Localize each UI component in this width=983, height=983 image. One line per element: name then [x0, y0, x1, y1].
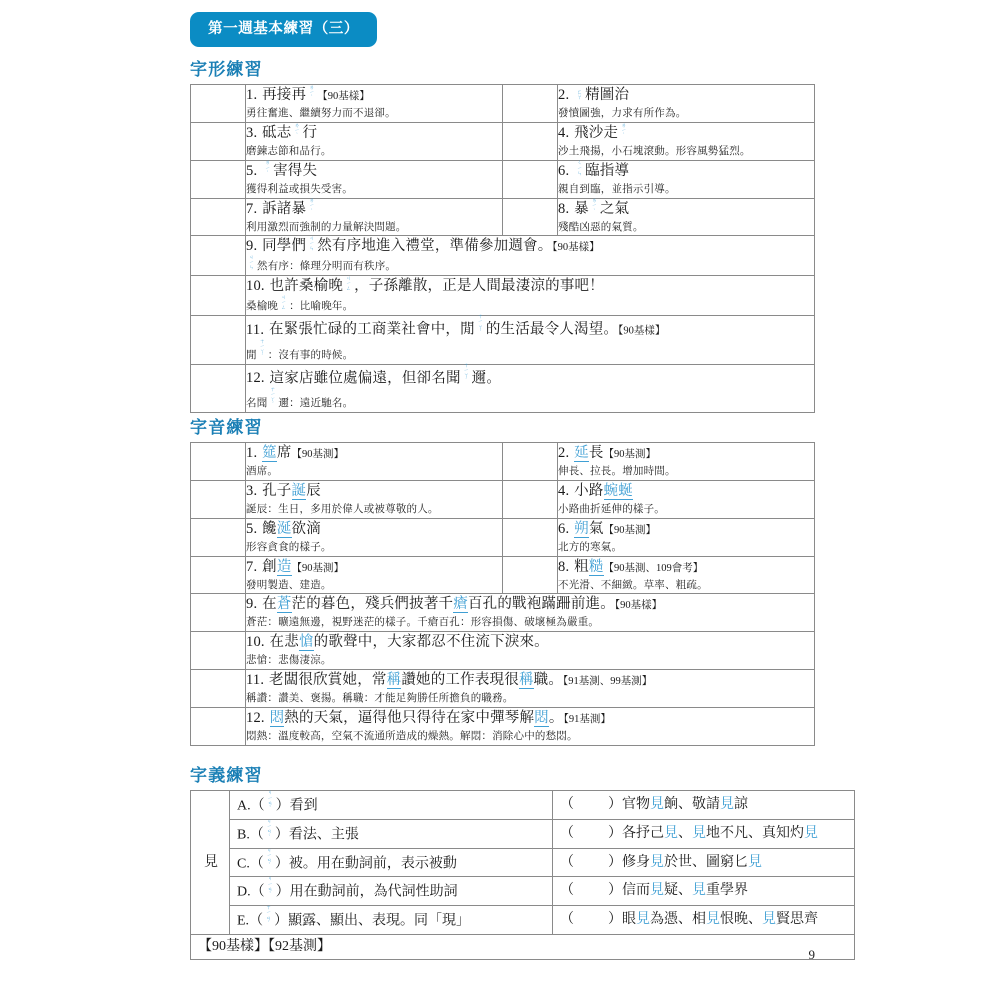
zhuyin-annotation: ㄒ ㄧ ㄚ ˊ — [477, 314, 483, 336]
question-line: 3. 孔子誕辰 — [246, 483, 321, 500]
answer-blank[interactable]: （ ） — [560, 911, 622, 927]
exam-note: 【90基樣】【92基測】 — [191, 934, 855, 959]
answer-box[interactable] — [191, 364, 246, 413]
question-cell — [246, 236, 815, 276]
answer-box[interactable] — [191, 481, 246, 519]
question-line: 12. 悶熱的天氣，逼得他只得待在家中彈琴解悶。【91基測】 — [246, 709, 611, 726]
highlight-char: 造 — [276, 558, 292, 575]
answer-blank[interactable]: （ ） — [560, 825, 622, 841]
question-line: 10. 也許桑榆晚 ㄐ ㄧ ㄥ ，子孫離散，正是人間最淒涼的事吧！ — [246, 275, 604, 295]
highlight-char: 筵 — [262, 445, 277, 462]
page-number: 9 — [808, 947, 815, 962]
option-label: C. — [237, 856, 250, 872]
table-row — [191, 443, 815, 481]
zhuyin-annotation: ㄐ ㄧ ㄥ — [281, 295, 287, 312]
answer-box[interactable] — [191, 707, 246, 745]
question-cell — [246, 123, 503, 161]
question-line: 6. ㄑ ㄧ ㄣ 臨指導 — [558, 160, 630, 179]
question-line: 7. 訴諸暴 ㄌ ㄧ ˋ — [246, 198, 315, 217]
example-cell: （ ）修身見於世、圖窮匕見 — [553, 848, 855, 877]
table-row — [191, 934, 855, 959]
answer-box[interactable] — [191, 160, 246, 198]
question-line: 10. 在悲愴的歌聲中，大家都忍不住流下淚來。 — [246, 634, 549, 651]
section-title-ziyin: 字音練習 — [190, 418, 263, 437]
question-line: 9. 在蒼茫的暮色，殘兵們披著千瘡百孔的戰袍蹣跚前進。【90基樣】 — [246, 596, 663, 613]
answer-box[interactable] — [503, 556, 558, 594]
table-row — [191, 877, 855, 906]
question-cell — [246, 594, 815, 632]
zhuyin-annotation: ㄐ ㄧ ㄢ ˋ — [267, 876, 273, 899]
definition-line: 形容貪食的樣子。 — [246, 541, 332, 553]
exam-tag: 【90基樣】 — [618, 325, 666, 337]
definition-line: 小路曲折延伸的樣子。 — [558, 504, 665, 516]
highlight-char: 稱 — [518, 671, 534, 688]
definition-line: 名聞 ㄒ ㄧ ㄚ ˊ 邇：遠近馳名。 — [246, 387, 354, 410]
definition-line: 閒 ㄒ ㄧ ㄚ ˊ ：沒有事的時候。 — [246, 338, 354, 362]
example-cell: （ ）眼見為憑、相見恨晚、見賢思齊 — [553, 906, 855, 935]
zixing-table — [190, 84, 815, 413]
highlight-char: 蜿蜒 — [603, 483, 633, 500]
zhuyin-annotation: ㄐ ㄧ ㄢ ˋ — [266, 847, 272, 870]
table-row — [191, 160, 815, 198]
table-row — [191, 820, 855, 849]
highlight-char: 見 — [664, 825, 678, 841]
zhuyin-annotation: ㄌ ㄧ ˋ — [591, 198, 597, 215]
table-row — [191, 707, 815, 745]
question-line: 4. 飛沙走 ㄌ ㄧ ˋ — [558, 122, 627, 142]
question-cell — [558, 85, 815, 123]
question-line: 1. 再接再 ㄌ ㄧ ˋ 【90基樣】 — [246, 84, 370, 104]
table-row — [191, 594, 815, 632]
zhuyin-annotation: ㄌ ㄧ ˋ — [309, 84, 315, 102]
highlight-char: 稱 — [386, 671, 402, 688]
highlight-char: 見 — [650, 797, 664, 813]
table-row — [191, 236, 815, 276]
table-row — [191, 316, 815, 365]
table-row — [191, 632, 815, 670]
table-row — [191, 198, 815, 236]
highlight-char: 瘡 — [453, 596, 468, 613]
example-cell: （ ）各抒己見、見地不凡、真知灼見 — [553, 820, 855, 849]
example-cell: （ ）信而見疑、見重學界 — [553, 877, 855, 906]
zhuyin-annotation: ㄐ ㄧ ㄢ ˋ — [267, 790, 273, 812]
question-line: 2. ㄈ ㄚ 精圖治 — [558, 87, 630, 104]
answer-blank[interactable]: （ ） — [560, 883, 622, 899]
zhuyin-annotation: ㄐ ㄧ ㄣ — [248, 255, 254, 272]
question-line: 6. 朔氣【90基測】 — [558, 520, 657, 537]
question-line: 11. 在緊張忙碌的工商業社會中，閒 ㄒ ㄧ ㄚ ˊ 的生活最令人渴望。【90基樣】 — [246, 314, 666, 338]
definition-cell: D.（ ㄐ ㄧ ㄢ ˋ ）用在動詞前，為代詞性助詞 — [230, 877, 553, 906]
question-line: 5. 饞涎欲滴 — [246, 520, 321, 537]
question-cell — [558, 556, 815, 594]
zhuyin-annotation: ㄒ ㄧ ㄚ ˊ — [259, 338, 265, 360]
zhuyin-annotation: ㄌ ㄧ ˋ — [265, 160, 271, 177]
ziyin-table — [190, 442, 815, 745]
definition-line: 桑榆晚 ㄐ ㄧ ㄥ ：比喻晚年。 — [246, 295, 354, 313]
meaning-head-char: 見 — [191, 791, 230, 934]
answer-box[interactable] — [191, 198, 246, 236]
highlight-char: 愴 — [298, 634, 314, 651]
highlight-char: 見 — [706, 911, 720, 927]
exam-tag: 【91基測、99基測】 — [563, 675, 653, 687]
highlight-char: 朔 — [574, 520, 589, 537]
zhuyin-annotation: ㄐ ㄧ ㄥ — [345, 275, 352, 293]
section-zixing — [190, 60, 815, 413]
option-label: B. — [237, 827, 250, 843]
question-line: 9. 同學們 ㄐ ㄧ ㄣ 然有序地進入禮堂，準備參加週會。【90基樣】 — [246, 235, 600, 255]
answer-box[interactable] — [191, 85, 246, 123]
answer-box[interactable] — [503, 160, 558, 198]
definition-cell: E.（ ㄒ ㄧ ㄢ ˋ ）顯露、顯出、表現。同「現」 — [230, 906, 553, 935]
answer-box[interactable] — [191, 518, 246, 556]
option-label: A. — [237, 799, 251, 815]
zhuyin-annotation: ㄌ ㄧ ˋ — [621, 122, 627, 140]
ziyi-table — [190, 790, 855, 959]
question-cell — [246, 669, 815, 707]
highlight-char: 延 — [574, 445, 589, 462]
definition-line: 親自到臨，並指示引導。 — [558, 183, 676, 195]
answer-blank[interactable]: （ ） — [560, 854, 622, 870]
exam-tag: 【90基樣】 — [614, 600, 663, 612]
definition-cell: B.（ ㄐ ㄧ ㄢ ˋ ）看法、主張 — [230, 820, 553, 849]
definition-line: 不光滑、不細緻。草率、粗疏。 — [558, 579, 708, 591]
zhuyin-annotation: ㄈ ㄚ — [577, 90, 583, 102]
example-cell: （ ）官物見餉、敬請見諒 — [553, 791, 855, 820]
zhuyin-paren: （ ㄐ ㄧ ㄢ ˋ ） — [249, 819, 289, 843]
section-title-ziyi: 字義練習 — [190, 766, 263, 785]
question-line: 1. 筵席【90基測】 — [246, 445, 345, 462]
answer-box[interactable] — [191, 594, 246, 632]
definition-line: 發明製造、建造。 — [246, 579, 332, 591]
exam-tag: 【90基測】 — [603, 524, 657, 536]
table-row — [191, 85, 815, 123]
highlight-char: 見 — [762, 911, 776, 927]
section-title-zixing: 字形練習 — [190, 60, 263, 79]
highlight-char: 見 — [692, 883, 706, 899]
table-row — [191, 791, 855, 820]
table-row — [191, 848, 855, 877]
option-label: D. — [237, 885, 251, 901]
zhuyin-paren: （ ㄐ ㄧ ㄢ ˋ ） — [250, 790, 290, 815]
definition-line: 蒼茫：曠遠無邊，視野迷茫的樣子。千瘡百孔：形容損傷、破壞極為嚴重。 — [246, 617, 600, 629]
highlight-char: 見 — [650, 883, 664, 899]
answer-box[interactable] — [191, 556, 246, 594]
question-cell — [246, 276, 815, 316]
highlight-char: 見 — [650, 854, 664, 870]
definition-line: 悶熱：溫度較高，空氣不流通所造成的燥熱。解悶：消除心中的愁悶。 — [246, 730, 578, 742]
question-cell — [246, 364, 815, 413]
definition-line: 酒席。 — [246, 466, 279, 478]
question-cell — [246, 632, 815, 670]
definition-cell: C.（ ㄐ ㄧ ㄢ ˋ ）被。用在動詞前，表示被動 — [230, 848, 553, 877]
section-ziyin — [190, 418, 815, 746]
definition-line: 沙土飛揚，小石塊滾動。形容風勢猛烈。 — [558, 146, 751, 158]
zhuyin-annotation: ㄒ ㄧ ㄚ ˊ — [270, 387, 276, 409]
question-line: 11. 老闆很欣賞她，常稱讚她的工作表現很稱職。【91基測、99基測】 — [246, 671, 653, 688]
highlight-char: 見 — [720, 797, 734, 813]
zhuyin-annotation: ㄐ ㄧ ㄣ — [309, 235, 315, 253]
highlight-char: 見 — [748, 854, 762, 870]
question-line: 2. 延長【90基測】 — [558, 445, 657, 462]
question-cell — [558, 160, 815, 198]
answer-box[interactable] — [503, 518, 558, 556]
question-line: 8. 粗糙【90基測、109會考】 — [558, 558, 704, 575]
highlight-char: 見 — [804, 825, 818, 841]
answer-box[interactable] — [191, 316, 246, 365]
table-row — [191, 276, 815, 316]
exam-tag: 【90基測】 — [603, 449, 657, 461]
question-cell — [246, 198, 503, 236]
zhuyin-annotation: ㄑ ㄧ ㄣ — [577, 160, 583, 177]
question-line: 7. 創造【90基測】 — [246, 558, 345, 575]
zhuyin-annotation: ㄒ ㄧ ㄚ ˊ — [463, 362, 469, 385]
definition-line: 殘酷凶惡的氣質。 — [558, 221, 644, 233]
table-row — [191, 123, 815, 161]
answer-box[interactable] — [503, 123, 558, 161]
table-row — [191, 556, 815, 594]
answer-box[interactable] — [503, 443, 558, 481]
highlight-char: 蒼 — [276, 596, 292, 613]
answer-box[interactable] — [191, 443, 246, 481]
question-cell — [558, 123, 815, 161]
answer-box[interactable] — [503, 198, 558, 236]
question-line: 8. 暴 ㄌ ㄧ ˋ 之氣 — [558, 198, 630, 217]
zhuyin-paren: （ ㄐ ㄧ ㄢ ˋ ） — [250, 876, 290, 901]
answer-box[interactable] — [191, 669, 246, 707]
question-cell — [558, 198, 815, 236]
answer-box[interactable] — [191, 276, 246, 316]
definition-line: 利用激烈而強制的力量解決問題。 — [246, 221, 407, 233]
zhuyin-annotation: ㄌ ㄧ ˋ — [294, 122, 300, 140]
definition-cell: A.（ ㄐ ㄧ ㄢ ˋ ）看到 — [230, 791, 553, 820]
definition-line: 勇往奮進、繼續努力而不退卻。 — [246, 108, 396, 120]
answer-box[interactable] — [191, 632, 246, 670]
question-cell — [246, 707, 815, 745]
definition-line: ㄐ ㄧ ㄣ 然有序：條理分明而有秩序。 — [248, 255, 397, 273]
zhuyin-annotation: ㄐ ㄧ ㄢ ˋ — [266, 819, 272, 841]
table-row — [191, 669, 815, 707]
option-label: E. — [237, 913, 250, 929]
highlight-char: 糙 — [588, 558, 604, 575]
answer-box[interactable] — [503, 85, 558, 123]
question-line: 12. 這家店雖位處偏遠，但卻名聞 ㄒ ㄧ ㄚ ˊ 邇。 — [246, 362, 502, 387]
answer-box[interactable] — [191, 236, 246, 276]
exam-tag: 【90基測、109會考】 — [603, 562, 704, 574]
table-row — [191, 518, 815, 556]
section-ziyi — [190, 766, 818, 960]
question-line: 4. 小路蜿蜒 — [558, 483, 633, 500]
highlight-char: 見 — [692, 825, 706, 841]
question-cell — [246, 481, 503, 519]
question-cell — [558, 443, 815, 481]
definition-line: 北方的寒氣。 — [558, 541, 623, 553]
definition-line: 悲愴：悲傷淒涼。 — [246, 655, 332, 667]
table-row — [191, 481, 815, 519]
definition-line: 獲得利益或損失受害。 — [246, 183, 353, 195]
chapter-tab: 第一週基本練習（三） — [190, 12, 377, 47]
highlight-char: 誕 — [291, 483, 307, 500]
question-line: 5. ㄌ ㄧ ˋ 害得失 — [246, 160, 318, 179]
exam-tag: 【90基測】 — [291, 562, 345, 574]
question-cell — [246, 85, 503, 123]
answer-blank[interactable]: （ ） — [560, 797, 622, 813]
question-line: 3. 砥志 ㄌ ㄧ ˋ 行 — [246, 122, 318, 142]
zhuyin-annotation: ㄌ ㄧ ˋ — [309, 198, 315, 215]
chapter-tab-wrap — [190, 12, 377, 47]
question-cell — [246, 316, 815, 365]
table-row — [191, 906, 855, 935]
definition-line: 稱讚：讚美、褒揚。稱職：才能足夠勝任所擔負的職務。 — [246, 693, 514, 704]
zhuyin-paren: （ ㄒ ㄧ ㄢ ˋ ） — [249, 905, 289, 929]
table-row — [191, 364, 815, 413]
highlight-char: 見 — [636, 911, 650, 927]
answer-box[interactable] — [191, 123, 246, 161]
answer-box[interactable] — [503, 481, 558, 519]
exam-tag: 【91基測】 — [563, 713, 611, 725]
exam-tag: 【90基樣】 — [552, 242, 600, 254]
question-cell — [558, 518, 815, 556]
definition-line: 誕辰：生日，多用於偉人或被尊敬的人。 — [246, 504, 439, 516]
question-cell — [558, 481, 815, 519]
highlight-char: 悶 — [534, 709, 549, 726]
definition-line: 磨鍊志節和品行。 — [246, 146, 332, 158]
zhuyin-paren: （ ㄐ ㄧ ㄢ ˋ ） — [249, 847, 289, 872]
highlight-char: 涎 — [276, 520, 292, 537]
zhuyin-annotation: ㄒ ㄧ ㄢ ˋ — [265, 905, 272, 927]
question-cell — [246, 160, 503, 198]
question-cell — [246, 556, 503, 594]
exam-tag: 【90基測】 — [291, 449, 345, 461]
definition-line: 伸長、拉長。增加時間。 — [558, 466, 676, 478]
question-cell — [246, 443, 503, 481]
definition-line: 發憤圖強，力求有所作為。 — [558, 108, 687, 120]
question-cell — [246, 518, 503, 556]
exam-tag: 【90基樣】 — [317, 91, 370, 103]
highlight-char: 悶 — [269, 709, 285, 726]
